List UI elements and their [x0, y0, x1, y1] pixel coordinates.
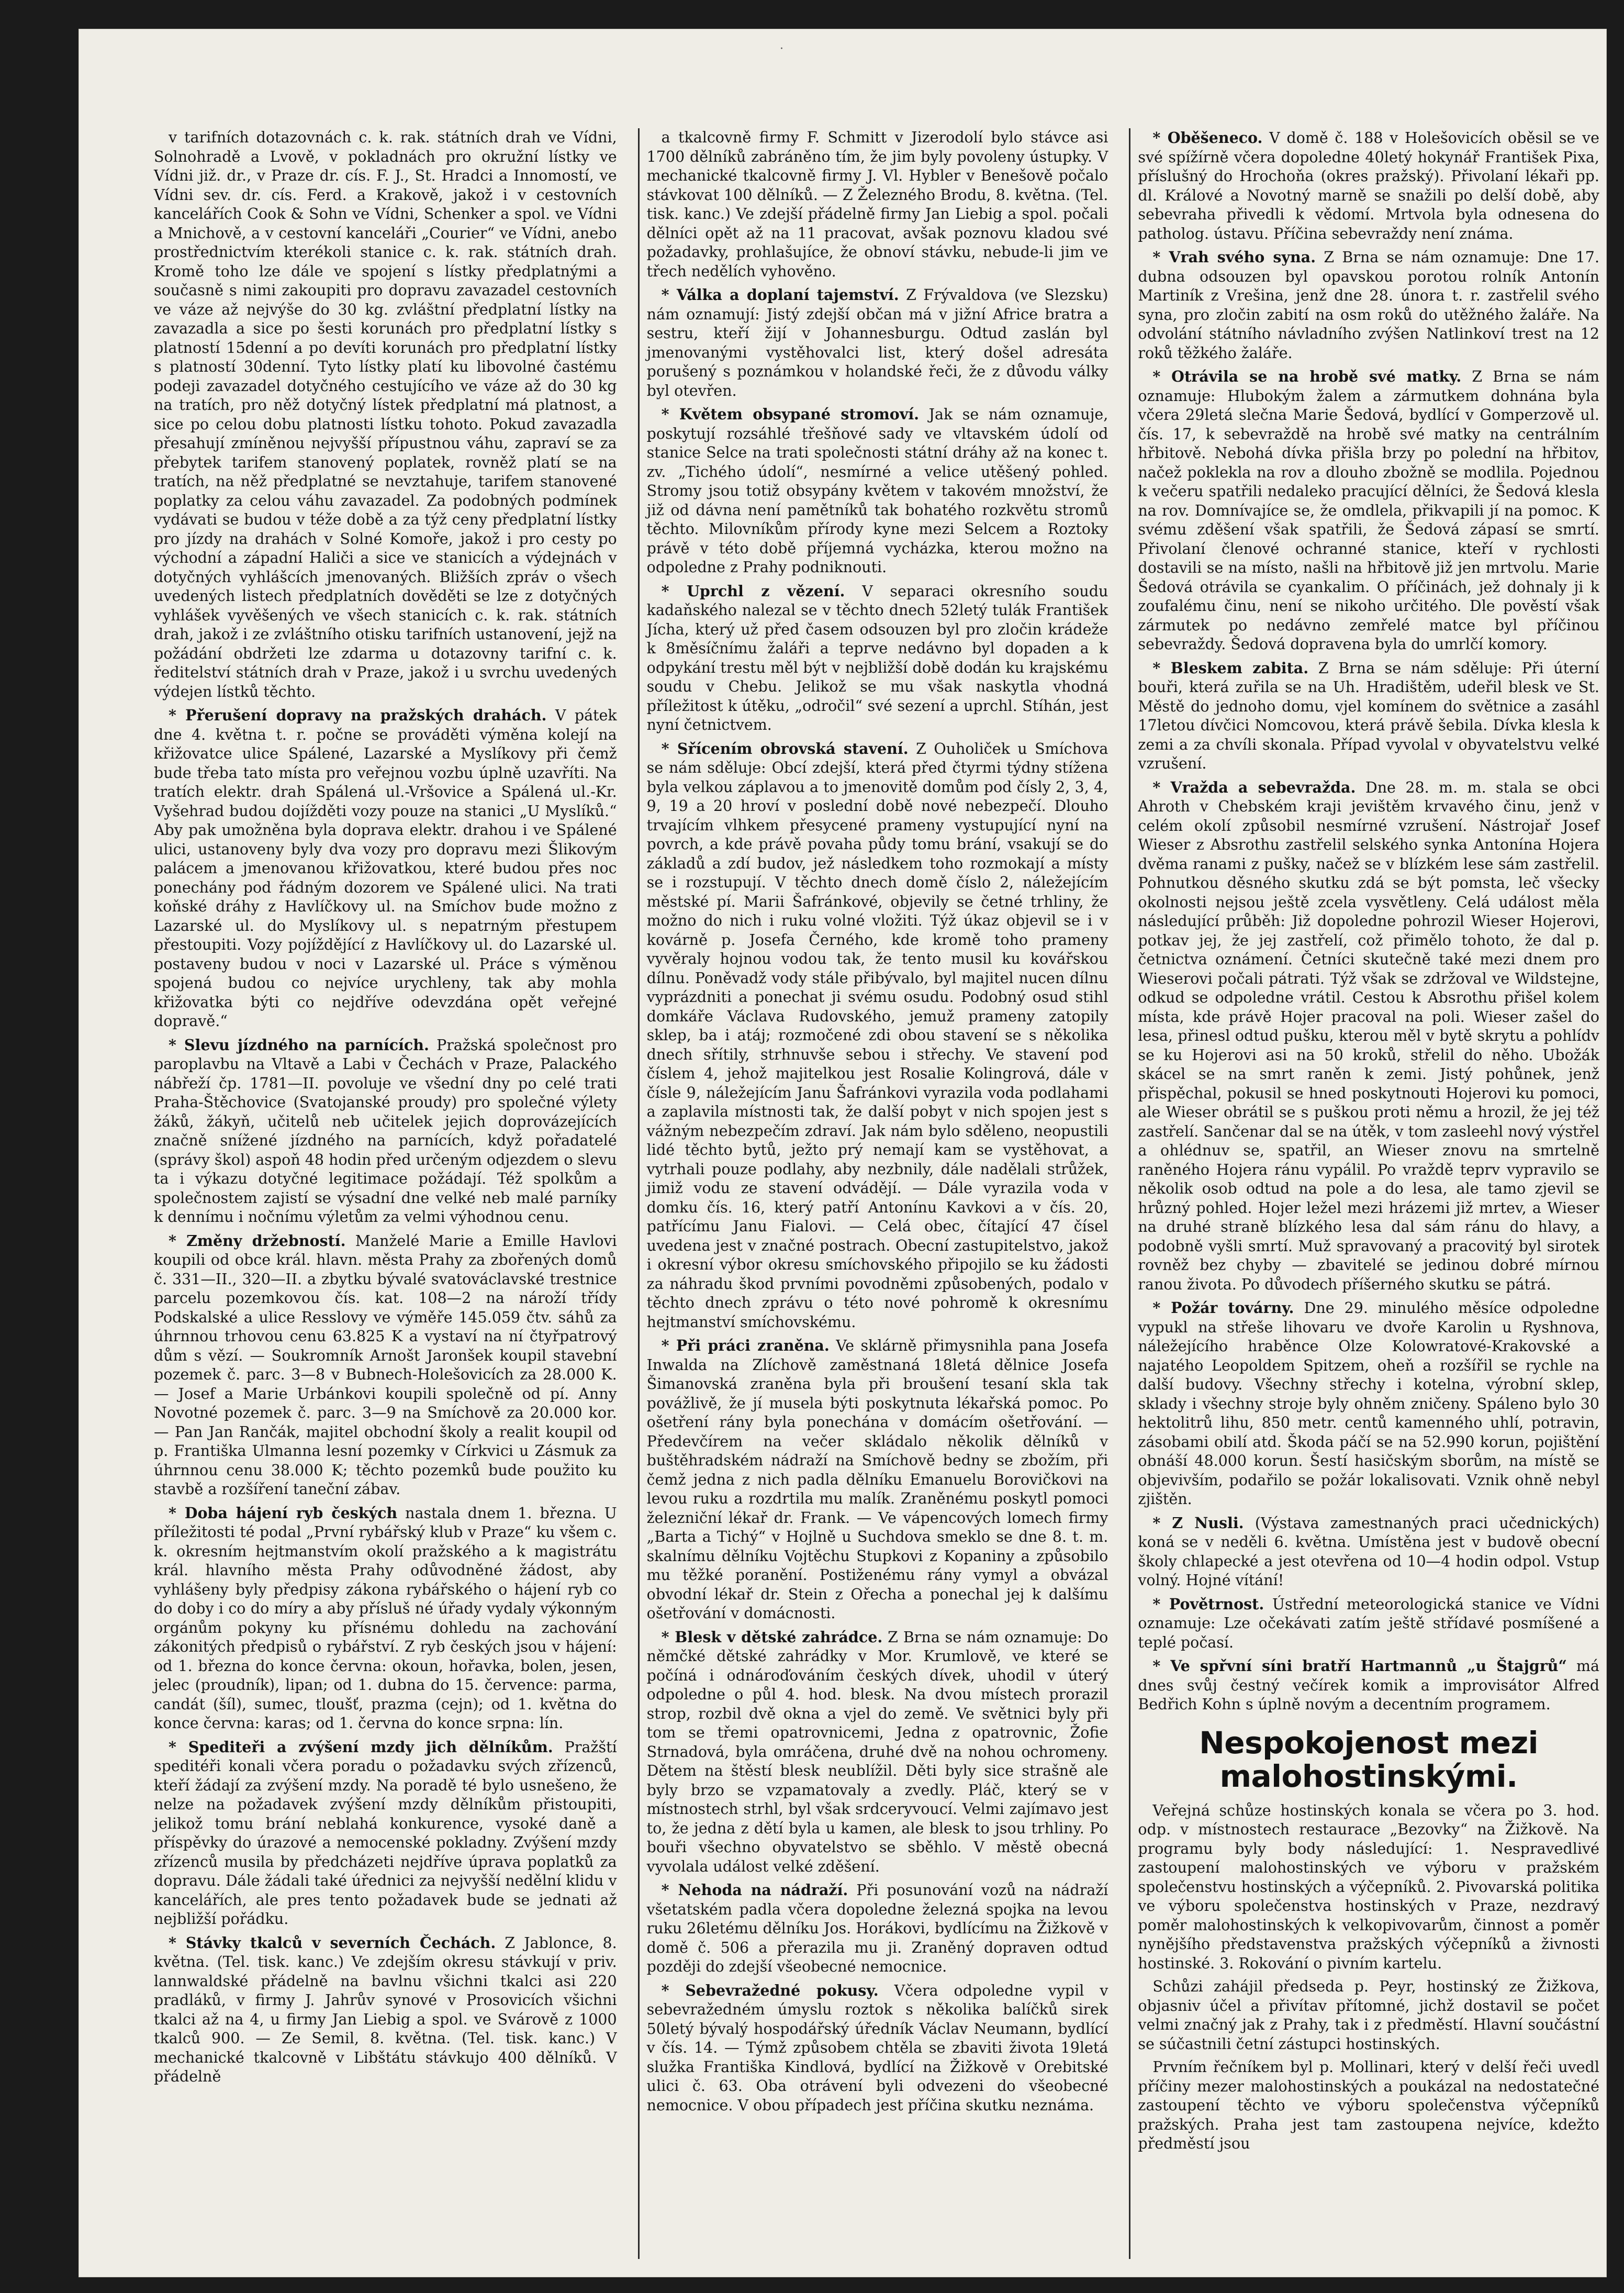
article-text: Z Frývaldova (ve Slezsku) nám oznamují: Jistý zdejší občan má v jižní Africe bratra a sestru, kteří žijí v Johannesburgu. Odtud zaslán byl jmenovanými vystěhovalci list, který došel adresáta porušený s poznámkou v holandské řeči, že z důvodu války byl otevřen. — [646, 286, 1108, 399]
article-paragraph — [154, 1933, 617, 2087]
article-paragraph — [647, 1880, 1108, 1977]
article-paragraph — [1138, 1656, 1599, 1715]
article-text: Z Brna se nám oznamuje: Dne 17. dubna odsouzen byl opavskou porotou rolník Antonín Martiník z Vrešina, jenž dne 28. února t. r. zastřelil svého syna, pro zločin zabití na osm roků do utěžného žaláře. Na odvolání státního návladního zvýšen Natlinkoví trest na 12 roků těžkého žaláře. — [1138, 249, 1599, 362]
article-heading: * Blesk v dětské zahrádce. — [661, 1628, 883, 1646]
article-heading: * Spediteři a zvýšení mzdy jich dělníkům. — [169, 1738, 553, 1756]
article-heading: * Bleskem zabita. — [1152, 659, 1309, 677]
article-paragraph — [1138, 1977, 1599, 2054]
article-paragraph — [154, 706, 617, 1031]
article-paragraph — [647, 582, 1108, 735]
article-paragraph — [1138, 2058, 1599, 2154]
article-text: Z Brna se nám oznamuje: Hlubokým žalem a zármutkem dohnána byla včera 29letá slečna Marie Šedová, bydlící v Gomperzově ul. čís. 17, k sebevraždě na hrobě své matky na centrálním hřbitově. Nebohá dívka přišla brzy po polední na hřbitov, načež poklekla na rov a dlouho zbožně se modlila. Pojednou k večeru spatřili nedaleko pracující dělníci, že Šedová klesla na rov. Domnívajíce se, že omdlela, přikvapili jí na pomoc. K svému zděšení však spatřili, že Šedová zápasí se smrtí. Přivolaní členové ochranné stanice, kteří v rychlosti dostavili se na místo, našli na hřbitově již jen mrtvolu. Marie Šedová otrávila se cyankalim. O příčinách, jež dohnaly ji k zoufalému činu, není se nikoho určitého. Dle pověstí však zármutek po nedávno zemřelé matce byl příčinou sebevraždy. Šedová dopravena byla do umrlčí komory. — [1138, 368, 1599, 653]
article-text: V pátek dne 4. května t. r. počne se prováděti výměna kolejí na křižovatce ulice Spálené, Lazarské a Myslíkovy při čemž bude třeba tato místa pro veřejnou vozbu úplně uzavříti. Na tratích elektr. drah Spálená ul.-Vršovice a Spálená ul.-Kr. Vyšehrad budou dojížděti vozy pouze na stanici „U Myslíků.“ Aby pak umožněna byla doprava elektr. drahou i ve Spálené ulici, ustanoveny byly dva vozy pro dopravu mezi Šlikovým palácem a jmenovanou křižovatkou, které budou přes noc ponechány pod řádným dozorem ve Spálené ulici. Na trati koňské dráhy z Havlíčkovy ul. na Smíchov bude možno z Lazarské ul. do Myslíkovy ul. s nepatrným přestupem přestoupiti. Vozy pojíždějící z Havlíčkovy ul. do Lazarské ul. postaveny budou v noci v Lazarské ul. Práce s výměnou spojená budou co nejvíce urychleny, tak aby mohla křižovatka býti co nejdříve odevzdána opět veřejné dopravě.“ — [154, 707, 617, 1030]
article-paragraph — [647, 285, 1108, 400]
article-heading: * Změny držebností. — [169, 1231, 346, 1250]
article-text: Ve sklárně přimysnihla pana Josefa Inwalda na Zlíchově zaměstnaná 18letá dělnice Josefa Šimanovská zraněna byla při broušení tesaní skla tak povážlivě, že jí musela býti poskytnuta lékařská pomoc. Po ošetření rány byla ponechána v domácím ošetřování. — Předevčírem na večer skládalo několik dělníků v buštěhradském nádraží na Smíchově bedny se zbožím, při čemž jedna z nich padla dělníku Emanuelu Borovičkovi na levou ruku a rozdrtila mu malík. Zraněnému poskytl pomoci železniční lékař dr. Frank. — Ve vápencových lomech firmy „Barta a Tichý“ v Hojlně u Suchdova smeklo se dne 8. t. m. skalnímu dělníku Vojtěchu Stupkovi z Kopaniny a způsobilo mu těžké poranění. Postiženému rány vymyl a obvázal obvodní lékař dr. Stein z Ořecha a ponechal jej k dalšímu ošetřování v domácnosti. — [646, 1337, 1108, 1622]
article-paragraph — [1138, 248, 1599, 363]
article-heading: * Válka a doplaní tajemství. — [661, 286, 899, 304]
article-paragraph — [154, 1036, 617, 1227]
article-heading: * Vražda a sebevražda. — [1152, 778, 1356, 796]
article-paragraph — [1138, 1513, 1599, 1590]
article-paragraph — [1138, 367, 1599, 654]
article-heading: * Vrah svého syna. — [1152, 248, 1316, 266]
article-paragraph — [1138, 659, 1599, 774]
article-text: nastala dnem 1. března. U příležitosti té podal „První rybářský klub v Praze“ ku všem c. k. okresním hejtmanstvím okolí pražského a k magistrátu král. hlavního města Prahy odůvodněné žádost, aby vyhlášeny byly předpisy zákona rybářského o hájení ryb co do doby i co do míry a aby přísluš né úřady vydaly výkonným orgánům pokyny ku přísnému dohledu na zachování zákonitých předpisů o rybářství. Z ryb českých jsou v hájení: od 1. března do konce června: okoun, hořavka, bolen, jesen, jelec (proudník), lipan; od 1. dubna do 15. července: parma, candát (šíl), sumec, tloušť, prazma (cejn); od 1. května do konce června: karas; od 1. června do konce srpna: lín. — [154, 1504, 617, 1732]
article-heading: * Povětrnost. — [1152, 1595, 1264, 1613]
article-paragraph — [647, 739, 1108, 1332]
article-text: Z Jablonce, 8. května. (Tel. tisk. kanc.) Ve zdejším okresu stávkují v priv. lannwaldské přádelně na bavlnu všichni tkalci asi 220 pradláků, v firmy J. Jahrův synové v Prosovicích všichni tkalci až na 4, u firmy Jan Liebig a spol. ve Svárově z 1000 tkalců 900. — Ze Semil, 8. května. (Tel. tisk. kanc.) V mechanické tkalcovně v Libštátu stávkujo 400 dělníků. V přádelně — [154, 1934, 617, 2085]
article-heading: * Oběšeneco. — [1152, 129, 1263, 147]
article-paragraph — [154, 128, 617, 702]
article-heading: * Z Nusli. — [1152, 1513, 1244, 1532]
article-text: Manželé Marie a Emille Havlovi koupili od obce král. hlavn. města Prahy za zbořených domů č. 331—II., 320—II. a zbytku bývalé svatováclavské trestnice parcelu pozemkovou čís. kat. 108—2 na nároží třídy Podskalské a ulice Resslovy ve výměře 145.059 čtv. sáhů za úhrnnou trhovou cenu 63.825 K a vystaví na ní čtyřpatrový dům s vězí. — Soukromník Arnošt Jaronšek koupil stavební pozemek č. parc. 3—8 v Bubnech-Holešovicích za 28.000 K. — Josef a Marie Urbánkovi koupili společně od pí. Anny Novotné pozemek č. parc. 3—9 na Smíchově za 20.000 kor. — Pan Jan Rančák, majitel obchodní školy a realit koupil od p. Františka Ulmanna lesní pozemky v Církvici u Zásmuk za úhrnnou cenu 38.000 K; těchto pozemků bude použito ku stavbě a rozšíření taneční zábav. — [154, 1232, 617, 1498]
article-heading: * Stávky tkalců v severních Čechách. — [169, 1933, 496, 1952]
article-text: má dnes svůj čestný večírek komik a improvisátor Alfred Bedřich Kohn s úplně novým a decentním programem. — [1138, 1657, 1599, 1713]
article-text: Schůzi zahájil předseda p. Peyr, hostinský ze Žižkova, objasniv účel a přivítav přítomné, jichž dostavil se počet velmi značný jak z Prahy, tak i z předměstí. Hlavní součástní se súčastnili četní zástupci hostinských. — [1138, 1978, 1599, 2053]
article-text: Veřejná schůze hostinských konala se včera po 3. hod. odp. v místnostech restaurace „Bezovky“ na Žižkově. Na programu byly body následující: 1. Nespravedlivé zastoupení malohostinských ve výboru v pražském společenstvu hostinských a výčepníků. 2. Pivovarská politika ve výboru společenstva hostinských v Praze, nezdravý poměr malohostinských k velkopivovarům, činnost a poměr nynějšího představenstva pražských výčepníků a živnosti hostinské. 3. Rokování o pivním kartelu. — [1138, 1801, 1599, 1972]
article-text: V domě č. 188 v Holešovicích oběsil se ve své spížírně včera dopoledne 40letý hokynář František Pixa, příslušný do Hrochoňa (okres pražský). Přivolaní lékaři pp. dl. Králové a Novotný marně se snažili po delší době, aby sebevraha přivedli k vědomí. Mrtvola byla odnesena do patholog. ústavu. Příčina sebevraždy není známa. — [1138, 129, 1599, 242]
article-heading: * Ve spřvní síni bratří Hartmannů „u Štajgrů“ — [1152, 1657, 1567, 1675]
article-paragraph — [154, 1738, 617, 1929]
article-paragraph — [154, 1231, 617, 1499]
article-paragraph — [1138, 1298, 1599, 1509]
article-paragraph — [154, 1504, 617, 1733]
article-text: Dne 28. m. m. stala se obci Ahroth v Chebském kraji jevištěm krvavého činu, jenž v celém okolí způsobil nesmírné vzrušení. Nástrojař Josef Wieser z Absrothu zastřelil selského synka Antonína Hojera dvěma ranami z pušky, načež se v blízkém lese sám zastřelil. Pohnutkou děsného skutku zdá se být pomsta, leč všecky okolnosti nejsou ještě zcela vysvětleny. Celá událost měla následující průběh: Již dopoledne pohrozil Wieser Hojerovi, potkav jej, že jej zastřelí, což přimělo tohoto, že dal p. četnictva oznámení. Četníci skutečně také mezi dnem pro Wieserovi počali pátrati. Týž však se zdržoval ve Wildstejne, odkud se odpoledne vrátil. Cestou k Absrothu přišel kolem místa, kde právě Hojer pracoval na poli. Wieser zašel do lesa, přinesl odtud pušku, kterou měl v bytě skrytu a pohlídv se ku Hojerovi asi na 50 kroků, střelil do něho. Ubožák skácel se na smrt raněn k zemi. Jistý pohůnek, jenž přispěchal, pokusil se hned poskytnouti Hojerovi ku pomoci, ale Wieser obrátil se s puškou proti němu a hrozil, že jej též zastřelí. Sančenar dal se na útěk, v tom zasleehl nový výstřel a ohlédnuv se, spatřil, an Wieser znovu na smrtelně raněného Hojera ránu vypálil. Po vraždě teprv vypravilo se několik osob odtud na pole a do lesa, ale tamo zjevil se hrůzný pohled. Hojer ležel mezi hrázemi již mrtev, a Wieser na druhé straně blízkého lesa dal sám ránu do hlavy, a podobně vyšli smrtí. Muž spravovaný a pracovitý byl sirotek rovněž bez chyby — zbavitelé se jedinou dobré mírnou ranou života. Po důvodech příšerného skutku se pátrá. — [1138, 778, 1599, 1293]
column-3 — [1129, 128, 1607, 2259]
article-paragraph — [647, 1628, 1108, 1877]
text-columns — [147, 128, 1607, 2259]
section-headline: Nespokojenost mezi malohostinskými. — [1199, 1724, 1539, 1794]
article-paragraph — [647, 128, 1108, 281]
column-1 — [147, 128, 624, 2259]
article-text: (Výstava zamestnaných praci učednických) koná se v neděli 6. května. Umístěna jest v budově obecní školy chlapecké a jest otevřena od 10—4 hodin odpol. Vstup volný. Hojné vítání! — [1138, 1514, 1599, 1589]
article-paragraph — [647, 1981, 1108, 2116]
article-text: Z Brna se nám oznamuje: Do němčké dětské zahrádky v Mor. Krumlově, ve které se počíná i odnároďováním českých dívek, uhodil v úterý odpoledne o půl 4. hod. blesk. Na dvou místech prorazil strop, rozbil dvě okna a vjel do země. Ve světnici byly při tom se třemi opatrovnicemi, Jedna z opatrovnic, Žofie Strnadová, byla omráčena, druhé dvě na nohou ochromeny. Dětem na štěstí blesk neublížil. Děti byly sice strašně ale byly brzo se vzpamatovaly a zvedly. Pláč, který se v místnostech strhl, byl však srdceryvoucí. Velmi zajímavo jest to, že jedna z dětí byla u kamen, ale blesk to jsou trhliny. Po bouři všechno obyvatelstvo se sběhlo. V městě obecná vyvolala událost velké zděšení. — [646, 1628, 1108, 1875]
article-text: Prvním řečníkem byl p. Mollinari, který v delší řeči uvedl příčiny mezer malohostinských a poukázal na nedostatečné zastoupení těchto ve výboru společenstva výčepníků pražských. Praha jest tam zastoupena nejvíce, kdežto předměstí jsou — [1138, 2058, 1599, 2152]
article-text: v tarifních dotazovnách c. k. rak. státních drah ve Vídni, Solnohradě a Lvově, v pokladnách pro okružní lístky ve Vídni již. dr., v Praze dr. cís. F. J., St. Hradci a Innomostí, ve Vídni sev. dr. cís. Ferd. a Krakově, jakož i v cestovních kancelářích Cook & Sohn ve Vídni, Schenker a spol. ve Vídni a Mnichově, a v cestovní kanceláři „Courier“ ve Vídni, anebo prostřednictvím kterékoli stanice c. k. rak. státních drah. Kromě toho lze dále ve spojení s lístky předplatnými a současně s nimi zakoupiti pro dopravu zavazadel cestovních ve váze až nejvýše do 30 kg. zvláštní předplatní lístky na zavazadla a sice po šesti korunách pro předplatní lístky s platností 15denní a po devíti korunách pro předplatní lístky s platností 30denní. Tyto lístky platí ku libovolné častému podeji zavazadel dotyčného cestujícího ve váze až do 30 kg na tratích, pro něž dotyčný lístek předplatní má platnost, a sice po celou dobu platnosti lístku tohoto. Pokud zavazadla přesahují zmíněnou nejvyšší přípustnou váhu, zapraví se za přebytek tarifem stanovený poplatek, rovněž platí se na tratích, na něž předplatné se nevztahuje, tarifem stanovené poplatky za celou váhu zavazadel. Za podobných podmínek vydávati se budou v téže době a za týž ceny předplatní lístky pro jízdy na drahách v Solné Komoře, jakož i pro cesty po východní a západní Haliči a sice ve stanicích a výdejnách v dotyčných vyhlášcích jmenovaných. Bližších zpráv o všech uvedených listech předplatních dověděti se lze z dotyčných vyhlášek vyvěšených ve všech stanicích c. k. rak. státních drah, jakož i ze zvláštního otisku tarifních ustanovení, jejž na požádání obdržeti lze zdarma u dotazovny tarifní c. k. ředitelství státních drah v Praze, jakož i u svrchu uvedených výdejen lístků těchto. — [154, 129, 617, 700]
article-heading: * Sebevražedné pokusy. — [661, 1981, 879, 1999]
article-text: Pražská společnost pro paroplavbu na Vltavě a Labi v Čechách v Praze, Palackého nábřeží čp. 1781—II. povoluje ve všední dny po celé trati Praha-Štěchovice (Svatojanské proudy) pro společné výlety žáků, žákyň, učitelů neb učitelek jejich doprovázejících značně snížené jízdného na parnících, když pořadatelé (správy škol) aspoň 48 hodin před určeným odjezdem o slevu ta i výkazu dotyčné legitimace požádají. Též spolkům a společnostem zajistí se výsadní dne velké neb malé parníky k dennímu i nočnímu výletům za velmi výhodnou cenu. — [154, 1036, 617, 1226]
article-heading: * Uprchl z vězení. — [661, 582, 845, 600]
article-text: Dne 29. minulého měsíce odpoledne vypukl na střeše lihovaru ve dvoře Karolin u Ryshnova, náležejícího hraběnce Olze Kolowratové-Krakovské a najatého Leopoldem Spitzem, oheň a rozšířil se rychle na další budovy. Všechny střechy i kotelna, výrobní sklep, sklady i všechny stroje byly ohněm zničeny. Spáleno bylo 30 hektolitrů lihu, 850 metr. centů kamenného uhlí, potravin, zásobami obilí atd. Škoda páčí se na 52.990 korun, pojištění obnáší 48.000 korun. Šestí hasičským sborům, na místě se objevivším, podařilo se požár lokalisovati. Vznik ohně nebyl zjištěn. — [1138, 1299, 1599, 1508]
article-heading: * Požár továrny. — [1152, 1299, 1294, 1317]
article-paragraph — [1138, 128, 1599, 243]
page-mark: · — [780, 42, 783, 55]
article-heading: * Květem obsypané stromoví. — [661, 405, 920, 423]
article-paragraph — [647, 405, 1108, 577]
article-paragraph — [1138, 1595, 1599, 1653]
article-text: Z Brna se nám sděluje: Při úterní bouři, která zuřila se na Uh. Hradištěm, udeřil blesk ve St. Městě do jednoho domu, vjel komínem do světnice a zasáhl 17letou dívčici Nomcovou, která právě šebila. Dívka klesla k zemi a za chvíli skonala. Případ vyvolal v obyvatelstvu velké vzrušení. — [1138, 659, 1599, 772]
article-text: V separaci okresního soudu kadaňského nalezal se v těchto dnech 52letý tulák František Jícha, který už před časem odsouzen byl pro zločin krádeže k 8měsíčnímu žaláři a teprve nedávno byl dopaden a k odpykání trestu měl být v nejbližší době dodán ku krajskému soudu v Chebu. Jelikož se mu však naskytla vhodná příležitost k útěku, „odročil“ své sezení a uprchl. Stíhán, jest nyní četnictvem. — [646, 582, 1108, 733]
article-heading: * Slevu jízdného na parnících. — [169, 1036, 429, 1054]
article-text: Pražští speditéři konali včera poradu o požadavku svých zřízenců, kteří žádají za zvýšení mzdy. Na poradě té bylo usnešeno, že nelze na požadavek zvýšení mzdy dělníkům přistoupiti, jelikož tomu brání neblahá konkurence, vysoké daně a příspěvky do úrazové a nemocenské pokladny. Zvýšení mzdy zřízenců musila by předcházeti nejdříve úprava poplatků za dopravu. Dále žádali také úřednici za nejvyšší nedělní klidu v kancelářích, ale pres tento požadavek bude se jednati až nejbližší pořádku. — [154, 1738, 617, 1928]
article-heading: * Sřícením obrovská stavení. — [661, 739, 909, 758]
article-text: Při posunování vozů na nádraží všetatském padla včera dopoledne železná spojka na levou ruku 26letému dělníku Jos. Horákovi, bydlícímu na Žižkově v domě č. 506 a přerazila mu ji. Zraněný dopraven odtud později do zdejší všeobecné nemocnice. — [646, 1882, 1108, 1975]
article-paragraph — [1138, 1801, 1599, 1974]
article-text: Včera odpoledne vypil v sebevražedném úmyslu roztok s několika balíčků sirek 50letý bývalý hospodářský úředník Václav Neumann, bydlící v čís. 14. — Týmž způsobem chtěla se zbaviti života 19letá služka Františka Kindlová, bydlící na Žižkově v Orebitské ulici č. 63. Oba otrávení byli odvezeni do všeobecné nemocnice. V obou případech jest příčina skutku neznáma. — [646, 1982, 1108, 2114]
article-text: Jak se nám oznamuje, poskytují rozsáhlé třešňové sady ve vltavském údolí od stanice Selce na trati společnosti státní dráhy až na konec t. zv. „Tichého údolí“, nesmírné a velice utěšený pohled. Stromy jsou totiž obsypány květem v takovém množství, že již od dávna není pamětníků tak bohatého rozkvětu stromů těchto. Milovníkům přírody kyne mezi Selcem a Roztoky právě v této době příjemná vycházka, kterou možno na odpoledne z Prahy podniknouti. — [646, 406, 1108, 576]
article-text: a tkalcovně firmy F. Schmitt v Jizerodolí bylo stávce asi 1700 dělníků zabráněno tím, že jim byly povoleny ústupky. V mechanické tkalcovně firmy J. Vl. Hybler v Benešově počalo stávkovat 100 dělníků. — Z Železného Brodu, 8. května. (Tel. tisk. kanc.) Ve zdejší přádelně firmy Jan Liebig a spol. počali dělníci opět až na 11 pracovat, avšak poznovu kladou své požadavky, prohlašujíce, že obnoví stávku, nebude-li jim ve třech nedělích vyhověno. — [646, 129, 1108, 280]
article-paragraph — [647, 1336, 1108, 1623]
article-text: Ústřední meteorologická stanice ve Vídni oznamuje: Lze očekávati zatím ještě střídavé posmíšené a teplé počasí. — [1138, 1595, 1599, 1651]
newspaper-page — [79, 29, 1607, 2277]
article-paragraph — [1138, 778, 1599, 1295]
article-heading: * Nehoda na nádraží. — [661, 1881, 848, 1899]
article-text: Z Ouholiček u Smíchova se nám sděluje: Obcí zdejší, která před čtyrmi týdny stížena byla velkou záplavou a to jmenovitě domům pod čísly 2, 3, 4, 9, 19 a 20 hroví v poslední době nové nebezpečí. Dlouho trvajícím vlhkem přesycené prameny vystupující nyní na povrch, a kde právě povaha půdy tomu brání, vsakují se do základů a zdí budov, jež následkem toho rozmokají a místy se i rozstupují. V těchto dnech domě číslo 2, náležejícím městské pí. Marii Šafránkové, objevily se četné trhliny, že možno do nich i ruku volné vložiti. Týž úkaz objevil se i v kovárně p. Josefa Černého, kde kromě toho prameny vyvěraly hojnou vodou tak, že tento musil ku kovářskou dílnu. Poněvadž vody stále přibývalo, byl majitel nucen dílnu vyprázdniti a ponechat ji svému osudu. Podobný osud stihl domkáře Václava Rudovského, jemuž prameny zatopily sklep, ba i atáj; rozmočené zdi obou stavení se s několika dnech sřítily, strhnuvše sebou i střechy. Ve stavení pod číslem 4, jehož majitelkou jest Rosalie Kolingrová, dále v čísle 9, náležejícím Janu Šafránkovi vyrazila voda podlahami a zaplavila místnosti tak, že další pobyt v nich spojen jest s vážným nebezpečím zdraví. Jak nám bylo sděleno, neopustili lidé těchto bytů, ježto prý nemají kam se vystěhovat, a vytrhali pouze podlahy, aby nezbnily, dále nadělali strůžek, jimiž vodu ze stavení odvádějí. — Dále vyrazila voda v domku čís. 16, který patří Antonínu Kavkovi a v čís. 20, patřícímu Janu Fialovi. — Celá obec, čítající 47 čísel uvedena jest v značné postrach. Obecní zastupitelstvo, jakož i okresní výbor okresu smíchovského připojilo se ku žádosti za náhradu škod prvními povodněmi způsobených, podalo v těchto dnech zprávu o této nové pohromě k okresnímu hejtmanství smíchovskému. — [646, 740, 1108, 1331]
article-heading: * Při práci zraněna. — [661, 1337, 830, 1354]
article-heading: * Doba hájení ryb českých — [169, 1504, 398, 1522]
article-heading: * Otrávila se na hrobě své matky. — [1152, 368, 1462, 385]
article-heading: * Přerušení dopravy na pražských drahách. — [169, 706, 547, 724]
column-2 — [638, 128, 1116, 2259]
